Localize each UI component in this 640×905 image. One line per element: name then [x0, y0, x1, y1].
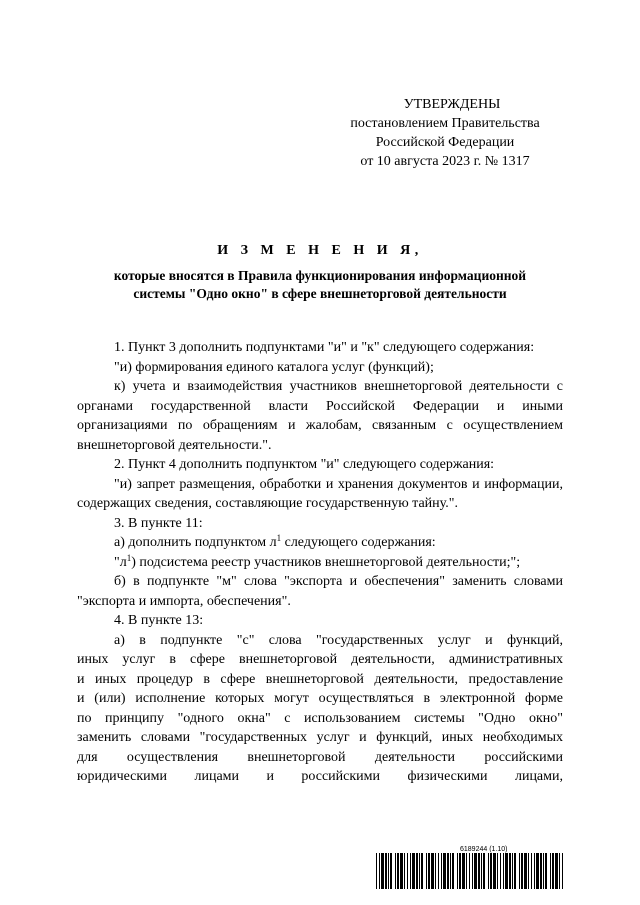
barcode-bar: [431, 853, 434, 889]
barcode-bar: [385, 853, 387, 889]
barcode-bar: [412, 853, 415, 889]
barcode-bar: [450, 853, 451, 889]
barcode-bar: [443, 853, 446, 889]
approval-date: от 10 августа 2023 г. № 1317: [360, 154, 530, 169]
paragraph: к) учета и взаимодействия участников внешнеторговой деятельности с органами государственной власти Российской Федерации и иными организациями по обращениям и жалобам, связанным с осуществлением внешнеторговой деятельности.".: [77, 379, 563, 453]
barcode-bar: [472, 853, 473, 889]
barcode-bar: [457, 853, 458, 889]
barcode-bar: [536, 853, 539, 889]
paragraph-line: и иных процедур в сфере внешнеторговой деятельности, предоставление: [77, 671, 563, 687]
paragraph: 2. Пункт 4 дополнить подпунктом "и" следующего содержания:: [114, 457, 495, 472]
paragraph-line: а) в подпункте "с" слова "государственных услуг и функций,: [114, 632, 563, 648]
subtitle-line: которые вносятся в Правила функционирования информационной: [113, 268, 527, 283]
barcode-bar: [509, 853, 511, 889]
barcode-bar: [514, 853, 516, 889]
approval-line: постановлением Правительства: [350, 116, 540, 131]
barcode-bar: [534, 853, 535, 889]
paragraph-line: и (или) исполнение которых могут осуществляться в электронной форме: [77, 691, 563, 706]
barcode-bar: [469, 853, 470, 889]
barcode-bar: [490, 853, 492, 889]
barcode-bar: [426, 853, 427, 889]
paragraph: 3. В пункте 11:: [114, 515, 203, 531]
barcode-bar: [404, 853, 405, 889]
text-run: а) дополнить подпунктом л: [114, 535, 277, 550]
barcode-bar: [519, 853, 520, 889]
barcode-bar: [483, 853, 485, 889]
barcode-bar: [512, 853, 513, 889]
barcode-bar: [531, 853, 532, 889]
paragraph-line: иных услуг в сфере внешнеторговой деятельности, административных: [77, 652, 563, 667]
barcode-bar: [400, 853, 403, 889]
barcode-bar: [550, 853, 551, 889]
barcode-bar: [428, 853, 430, 889]
paragraph: "и) запрет размещения, обработки и хранения документов и информации, содержащих сведения, составляющие государственную тайну.".: [77, 476, 563, 511]
barcode-bar: [555, 853, 558, 889]
paragraph-line: заменить словами "государственных услуг и функций, иных необходимых: [77, 730, 563, 745]
barcode-bar: [388, 853, 389, 889]
paragraph: 1. Пункт 3 дополнить подпунктами "и" и "к" следующего содержания:: [114, 340, 535, 355]
approval-line: Российской Федерации: [375, 135, 515, 150]
barcode-bar: [488, 853, 489, 889]
superscript: 1: [126, 552, 132, 563]
barcode-bar: [421, 853, 423, 889]
barcode-bar: [559, 853, 560, 889]
barcode-bar: [419, 853, 420, 889]
barcode-bar: [521, 853, 523, 889]
barcode-label: 6189244 (1.10): [460, 846, 508, 853]
superscript: 1: [276, 533, 282, 543]
barcode-bar: [493, 853, 496, 889]
document-body: [77, 338, 563, 787]
barcode-bar: [441, 853, 442, 889]
paragraph: б) в подпункте "м" слова "экспорта и обеспечения" заменить словами "экспорта и импорта, обеспечения".: [77, 574, 563, 609]
barcode-bar: [459, 853, 461, 889]
barcode-bar: [416, 853, 418, 889]
barcode-bar: [376, 853, 377, 889]
barcode-bar: [452, 853, 454, 889]
text-run: следующего содержания:: [281, 535, 436, 550]
barcode-bar: [503, 853, 504, 889]
paragraph: "и) формирования единого каталога услуг (функций);: [114, 359, 434, 375]
barcode-bar: [462, 853, 465, 889]
paragraph-line: для осуществления внешнеторговой деятельности российскими: [77, 749, 563, 765]
barcode-bar: [545, 853, 547, 889]
barcode-bar: [562, 853, 563, 889]
text-run: ) подсистема реестр участников внешнеторговой деятельности;";: [131, 554, 521, 570]
barcode-bar: [438, 853, 439, 889]
document-subtitle: [70, 267, 570, 303]
paragraph: [77, 533, 563, 553]
approval-heading: УТВЕРЖДЕНЫ: [403, 97, 501, 112]
barcode-bar: [543, 853, 544, 889]
barcode-bar: [528, 853, 529, 889]
barcode-bar: [500, 853, 501, 889]
barcode-bar: [379, 853, 380, 889]
barcode-bar: [474, 853, 477, 889]
paragraph-line: юридическими лицами и российскими физическими лицами,: [77, 769, 563, 784]
barcode-bar: [540, 853, 542, 889]
barcode-bar: [397, 853, 399, 889]
barcode-bar: [481, 853, 482, 889]
barcode-bar: [410, 853, 411, 889]
barcode-bar: [524, 853, 527, 889]
barcode-bar: [407, 853, 408, 889]
text-run: "л: [114, 554, 127, 570]
paragraph: 4. В пункте 13:: [114, 613, 204, 628]
barcode-bar: [395, 853, 396, 889]
barcode-bar: [505, 853, 508, 889]
barcode-bar: [466, 853, 467, 889]
barcode-bar: [435, 853, 436, 889]
barcode-bar: [552, 853, 554, 889]
barcode-bar: [478, 853, 480, 889]
approval-block: [320, 95, 570, 171]
barcode-bar: [447, 853, 449, 889]
barcode-bar: [381, 853, 384, 889]
barcode-bar: [390, 853, 392, 889]
subtitle-line: системы "Одно окно" в сфере внешнеторговой деятельности: [133, 286, 507, 301]
document-title: И З М Е Н Е Н И Я,: [217, 243, 423, 258]
barcode: [376, 853, 566, 889]
paragraph: [77, 553, 563, 573]
paragraph-line: по принципу "одного окна" с использованием системы "Одно окно": [77, 710, 563, 726]
barcode-bar: [497, 853, 498, 889]
